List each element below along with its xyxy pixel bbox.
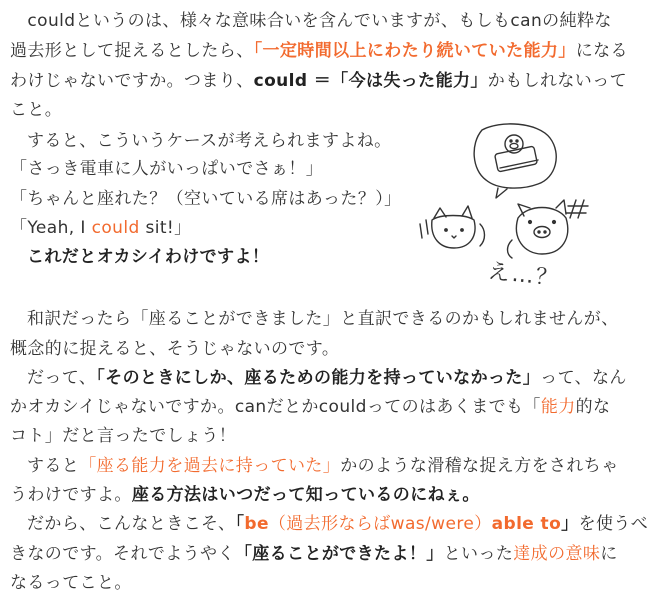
illustration-caption: え…？ [486, 259, 561, 292]
cat-character-icon [420, 206, 485, 248]
emphasis-text: 「そのときにしか、座るための能力を持っていなかった」 [96, 368, 541, 388]
highlight-text: able to [491, 514, 562, 534]
emphasis-text: 「座ることができたよ！」 [234, 544, 444, 564]
dialogue-line: 「さっき電車に人がいっぱいでさぁ！」 [10, 159, 324, 179]
emphasis-text: これだとオカシイわけですよ！ [27, 247, 270, 267]
highlight-text: 能力 [540, 397, 576, 417]
paragraph-line: きなのです。それでようやく「座ることができたよ！」といった達成の意味に [10, 544, 618, 564]
train-seat-thought-bubble-icon [474, 124, 556, 198]
paragraph-line: わけじゃないですか。つまり、could ＝「今は失った能力」かもしれないって [10, 71, 627, 91]
paragraph-line: だから、こんなときこそ、「be（過去形ならばwas/were）able to」を使うべ [27, 514, 648, 534]
emphasis-text: could ＝「今は失った能力」 [253, 71, 488, 91]
paragraph-line: 概念的に捉えると、そうじゃないのです。 [10, 339, 340, 359]
paragraph-line: かオカシイじゃないですか。canだとかcouldってのはあくまでも「能力的な [10, 397, 611, 417]
highlight-text: 達成の意味 [513, 544, 601, 564]
emphasis-text: 「一定時間以上にわたり続いていた能力」 [253, 41, 576, 61]
dialogue-line: 「Yeah, I could sit!」 [10, 218, 192, 238]
paragraph-line: コト」だと言ったでしょう！ [10, 426, 237, 446]
paragraph-line: だって、「そのときにしか、座るための能力を持っていなかった」って、なん [27, 368, 627, 388]
pig-character-icon [508, 200, 568, 258]
paragraph-line: なるってこと。 [10, 573, 132, 593]
paragraph-line: うわけですよ。座る方法はいつだって知っているのにねぇ。 [10, 485, 480, 505]
paragraph-line: couldというのは、様々な意味合いを含んでいますが、もしもcanの純粋な [10, 11, 612, 31]
highlight-text: be [244, 514, 269, 534]
highlight-text: could [91, 218, 140, 238]
paragraph-line: すると、こういうケースが考えられますよね。 [27, 131, 392, 151]
highlight-text: （過去形ならばwas/were） [268, 514, 492, 534]
paragraph-line: 和訳だったら「座ることができました」と直訳できるのかもしれませんが、 [27, 309, 619, 329]
paragraph-line: すると「座る能力を過去に持っていた」かのような滑稽な捉え方をされちゃ [27, 456, 619, 476]
paragraph-line: こと。 [10, 100, 63, 120]
exclamation-mark-icon [566, 200, 588, 218]
paragraph-line: 過去形として捉えるとしたら、「一定時間以上にわたり続いていた能力」になる [10, 41, 628, 61]
highlight-text: 「座る能力を過去に持っていた」 [79, 456, 341, 476]
emphasis-text: 座る方法はいつだって知っているのにねぇ。 [131, 485, 480, 505]
paragraph-line [27, 246, 269, 268]
illustration [410, 120, 600, 295]
dialogue-line: 「ちゃんと座れた？（空いている席はあった？）」 [10, 189, 402, 209]
